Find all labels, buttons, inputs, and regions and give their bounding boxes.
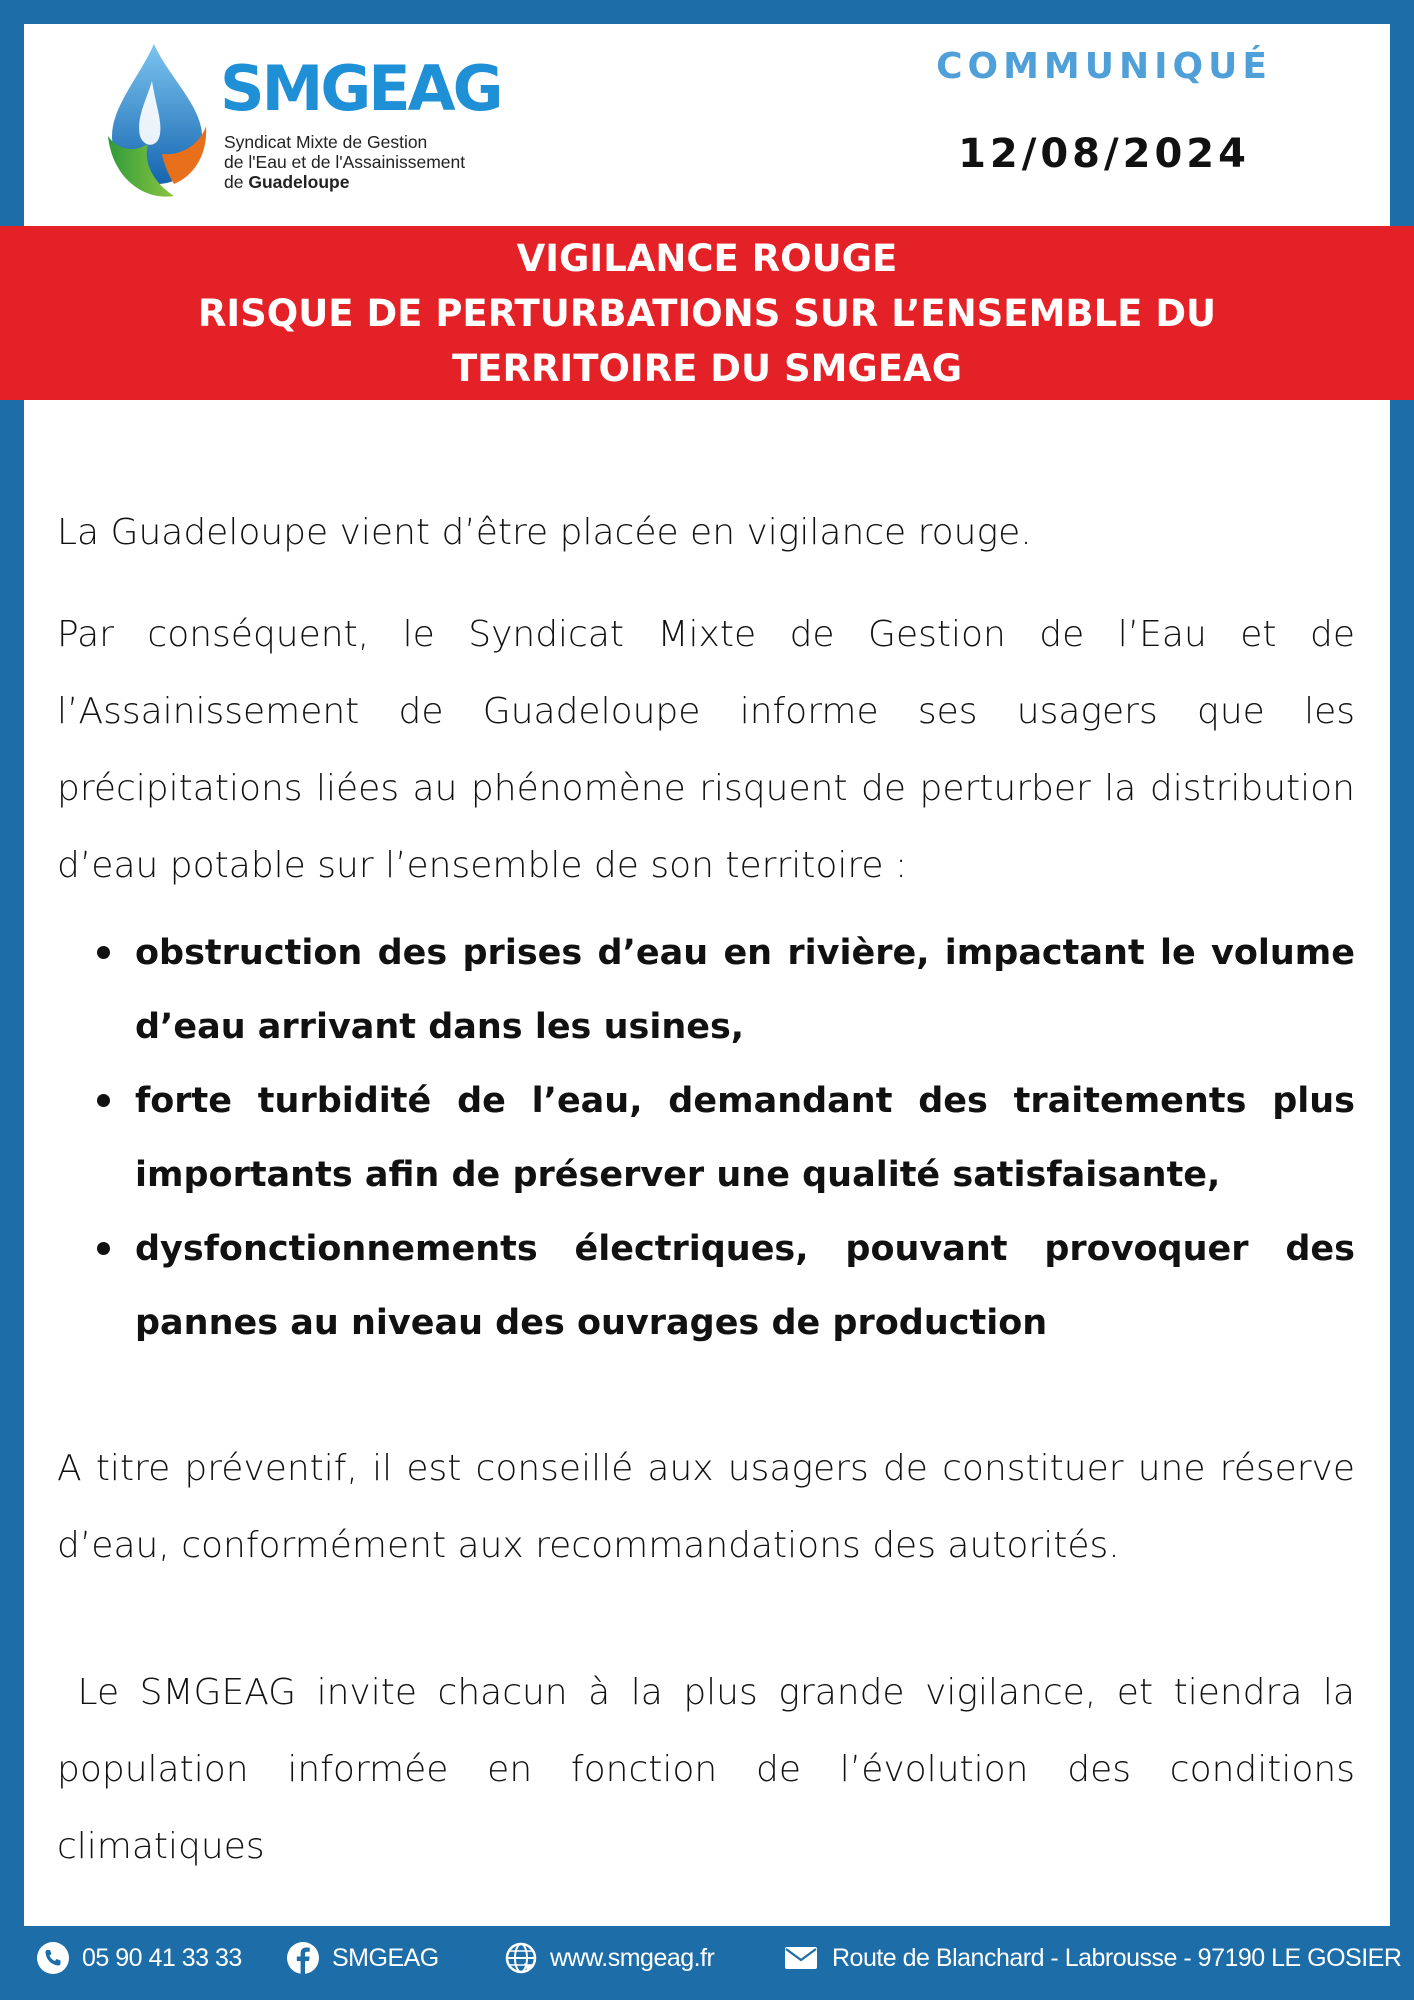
logo-sub-line-1: Syndicat Mixte de Gestion: [224, 132, 428, 152]
banner-line-1: VIGILANCE ROUGE: [516, 237, 898, 280]
communique-page: [24, 24, 1390, 1926]
logo-subtitle: [224, 132, 514, 192]
list-item-text: dysfonctionnements électriques, pouvant provoquer des pannes au niveau des ouvrages de production: [135, 1229, 1355, 1343]
banner-line-2: RISQUE DE PERTURBATIONS SUR L’ENSEMBLE DU: [197, 292, 1217, 335]
footer-address: [782, 1938, 1401, 1978]
list-item-text: obstruction des prises d’eau en rivière, impactant le volume d’eau arrivant dans les usines,: [135, 933, 1355, 1047]
closing-paragraph: Le SMGEAG invite chacun à la plus grande vigilance, et tiendra la population informée en fonction de l’évolution des conditions climatiques: [57, 1672, 1367, 1867]
footer-website-text: www.smgeag.fr: [550, 1943, 715, 1972]
footer-phone[interactable]: [36, 1938, 242, 1978]
communique-title: COMMUNIQUÉ: [936, 46, 1272, 87]
list-item: [135, 1212, 1355, 1360]
list-item: [135, 916, 1355, 1064]
footer-address-text: Route de Blanchard - Labrousse - 97190 LE GOSIER: [832, 1943, 1402, 1972]
banner-line-3: TERRITOIRE DU SMGEAG: [451, 347, 963, 390]
facebook-icon: [286, 1941, 320, 1975]
risk-list: [57, 916, 1355, 1360]
main-paragraph: Par conséquent, le Syndicat Mixte de Gestion de l’Eau et de l’Assainissement de Guadeloupe informe ses usagers que les précipitations liées au phénomène risquent de perturber la distribution d’eau potable sur l’ensemble de son territoire :: [57, 614, 1355, 886]
globe-icon: [504, 1941, 538, 1975]
logo-sub-line-3: [224, 172, 514, 192]
communique-date: 12/08/2024: [958, 131, 1250, 177]
communique-body: [57, 494, 1367, 1885]
bullet-icon: [97, 1242, 110, 1255]
alert-banner: [0, 226, 1414, 400]
bullet-icon: [97, 946, 110, 959]
footer-phone-text: 05 90 41 33 33: [82, 1943, 242, 1972]
intro-paragraph: La Guadeloupe vient d’être placée en vigilance rouge.: [57, 512, 1032, 553]
logo-sub-line-2: de l'Eau et de l'Assainissement: [224, 152, 466, 172]
footer-facebook[interactable]: [286, 1938, 439, 1978]
footer-website[interactable]: [504, 1938, 714, 1978]
water-drop-logo-icon: [102, 36, 212, 206]
logo-sub-line-3-bold: Guadeloupe: [248, 172, 350, 192]
phone-icon: [36, 1941, 70, 1975]
preventive-paragraph: A titre préventif, il est conseillé aux usagers de constituer une réserve d’eau, conformément aux recommandations des autorités.: [57, 1448, 1355, 1566]
logo-wordmark: SMGEAG: [220, 52, 501, 125]
mail-icon: [782, 1941, 820, 1975]
list-item: [135, 1064, 1355, 1212]
smgeag-logo: [102, 36, 532, 216]
bullet-icon: [97, 1094, 110, 1107]
footer-contact-bar: [0, 1930, 1414, 1990]
list-item-text: forte turbidité de l’eau, demandant des traitements plus importants afin de préserver une qualité satisfaisante,: [135, 1081, 1355, 1195]
logo-sub-line-3-prefix: de: [224, 172, 249, 192]
footer-facebook-text: SMGEAG: [332, 1943, 439, 1972]
